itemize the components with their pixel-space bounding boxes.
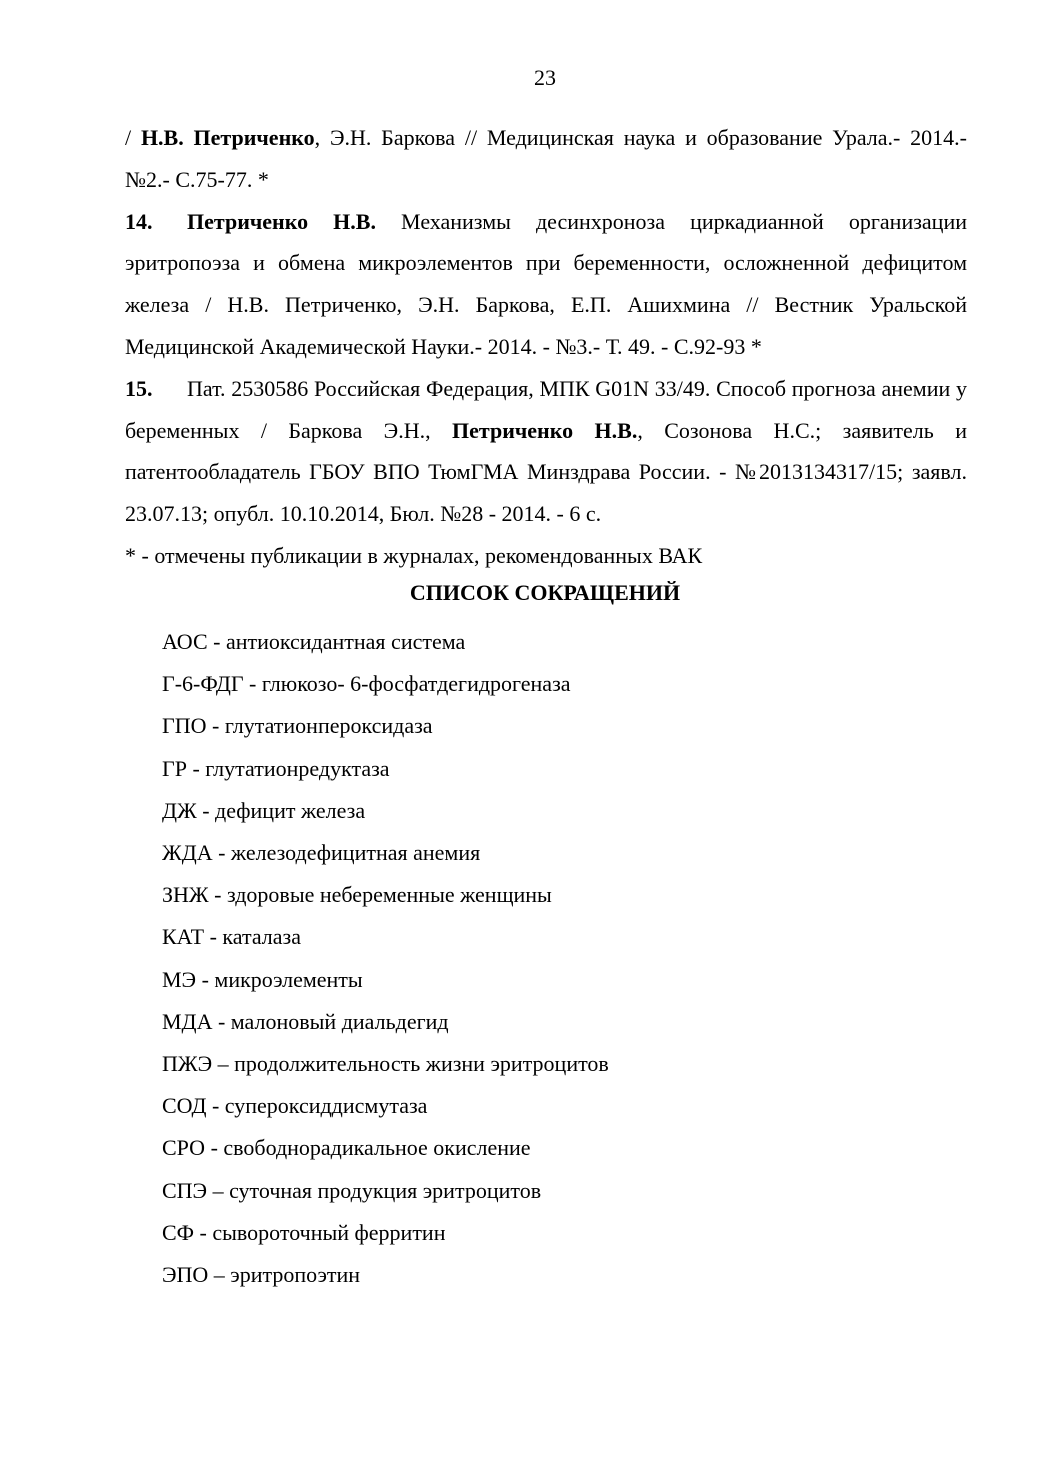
reference-15-number: 15. [125,375,153,401]
abbreviations-title: СПИСОК СОКРАЩЕНИЙ [409,580,681,605]
page-number: 23 [534,65,556,90]
reference-13-tail [125,117,967,201]
reference-13-prefix: / [125,125,141,150]
abbreviation-item: ГР - глутатионредуктаза [162,755,390,781]
reference-14-number: 14. [125,208,153,234]
abbreviation-item: ГПО - глутатионпероксидаза [162,713,433,739]
reference-13-text: , Э.Н. Баркова // Медицинская наука и образование Урала.- 2014.- №2.- С.75-77. * [125,125,967,192]
reference-13-author-bold: Н.В. Петриченко [140,125,315,150]
abbreviation-item: ПЖЭ – продолжительность жизни эритроцитов [162,1051,609,1077]
reference-15 [125,368,967,535]
vak-footnote: * - отмечены публикации в журналах, рекомендованных ВАК [125,542,703,568]
abbreviation-item: ЖДА - железодефицитная анемия [162,840,481,866]
abbreviation-item: КАТ - каталаза [162,924,301,950]
abbreviation-item: СФ - сывороточный ферритин [162,1219,446,1245]
abbreviation-item: ЗНЖ - здоровые небеременные женщины [162,882,552,908]
reference-14 [125,201,967,368]
reference-15-text-rest: , Созонова Н.С.; заявитель и патентообладатель ГБОУ ВПО ТюмГМА Минздрава России. - №2013134317/15; заявл. 23.07.13; опубл. 10.10.2014, Бюл. №28 - 2014. - 6 с. [125,417,967,527]
reference-14-text: Механизмы десинхроноза циркадианной организации эритропоэза и обмена микроэлементов при беременности, осложненной дефицитом железа / Н.В. Петриченко, Э.Н. Баркова, Е.П. Ашихмина // Вестник Уральской Медицинской Академической Науки.- 2014. - №3.- Т. 49. - С.92-93 * [125,208,967,359]
abbreviation-item: ЭПО – эритропоэтин [162,1262,361,1288]
references-section [125,117,967,577]
abbreviation-item: СПЭ – суточная продукция эритроцитов [162,1177,542,1203]
abbreviation-item: АОС - антиоксидантная система [162,629,466,654]
abbreviation-item: Г-6-ФДГ - глюкозо- 6-фосфатдегидрогеназа [162,671,571,697]
abbreviation-item: СРО - свободнорадикальное окисление [162,1135,531,1161]
abbreviation-item: ДЖ - дефицит железа [162,797,366,823]
reference-15-text-pre: Пат. 2530586 Российская Федерация, МПК G01N 33/49. Способ прогноза анемии у беременных / Баркова Э.Н., [125,375,967,443]
abbreviation-item: СОД - супероксиддисмутаза [162,1093,428,1119]
abbreviations-list [162,621,609,1296]
abbreviation-item: МДА - малоновый диальдегид [162,1008,449,1034]
reference-15-author-bold: Петриченко Н.В. [452,417,638,443]
abbreviation-item: МЭ - микроэлементы [162,966,363,992]
reference-14-author-bold: Петриченко Н.В. [187,208,376,234]
